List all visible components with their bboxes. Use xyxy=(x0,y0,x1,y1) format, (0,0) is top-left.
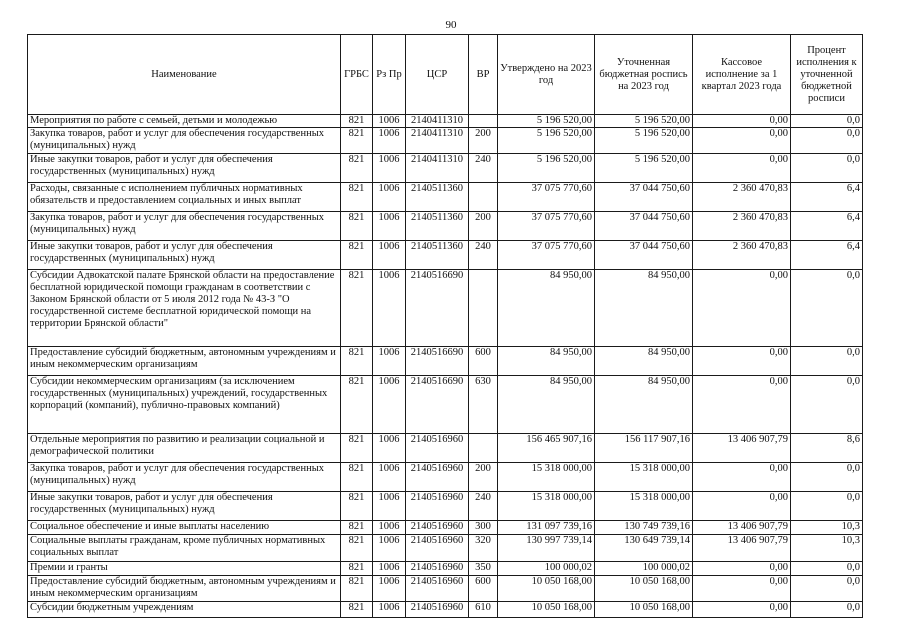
cell-name: Социальные выплаты гражданам, кроме публичных нормативных социальных выплат xyxy=(28,535,341,562)
cell-cash: 0,00 xyxy=(693,463,791,492)
cell-vr: 240 xyxy=(469,492,498,521)
cell-approved: 15 318 000,00 xyxy=(498,492,595,521)
cell-approved: 5 196 520,00 xyxy=(498,154,595,183)
cell-grbs: 821 xyxy=(341,521,373,535)
cell-vr: 320 xyxy=(469,535,498,562)
cell-rzpr: 1006 xyxy=(373,270,406,347)
cell-vr: 630 xyxy=(469,376,498,434)
cell-vr xyxy=(469,115,498,128)
header-refined: Уточненная бюджетная роспись на 2023 год xyxy=(595,35,693,115)
cell-rzpr: 1006 xyxy=(373,115,406,128)
cell-percent: 0,0 xyxy=(791,347,863,376)
cell-grbs: 821 xyxy=(341,183,373,212)
cell-vr: 300 xyxy=(469,521,498,535)
header-grbs: ГРБС xyxy=(341,35,373,115)
cell-percent: 0,0 xyxy=(791,463,863,492)
cell-name: Предоставление субсидий бюджетным, автономным учреждениям и иным некоммерческим организациям xyxy=(28,576,341,602)
table-row xyxy=(28,576,863,602)
cell-rzpr: 1006 xyxy=(373,535,406,562)
cell-percent: 10,3 xyxy=(791,521,863,535)
cell-grbs: 821 xyxy=(341,535,373,562)
cell-approved: 10 050 168,00 xyxy=(498,576,595,602)
cell-grbs: 821 xyxy=(341,463,373,492)
cell-cash: 2 360 470,83 xyxy=(693,212,791,241)
cell-cash: 0,00 xyxy=(693,270,791,347)
cell-name: Социальное обеспечение и иные выплаты населению xyxy=(28,521,341,535)
cell-rzpr: 1006 xyxy=(373,562,406,576)
cell-percent: 0,0 xyxy=(791,270,863,347)
cell-csr: 2140411310 xyxy=(406,115,469,128)
cell-percent: 6,4 xyxy=(791,183,863,212)
cell-rzpr: 1006 xyxy=(373,128,406,154)
cell-approved: 5 196 520,00 xyxy=(498,128,595,154)
cell-grbs: 821 xyxy=(341,212,373,241)
cell-refined: 130 749 739,16 xyxy=(595,521,693,535)
cell-approved: 37 075 770,60 xyxy=(498,241,595,270)
cell-vr: 600 xyxy=(469,576,498,602)
cell-csr: 2140516960 xyxy=(406,576,469,602)
table-row xyxy=(28,521,863,535)
table-row xyxy=(28,154,863,183)
cell-grbs: 821 xyxy=(341,562,373,576)
header-row xyxy=(28,35,863,115)
cell-csr: 2140411310 xyxy=(406,154,469,183)
cell-rzpr: 1006 xyxy=(373,576,406,602)
cell-rzpr: 1006 xyxy=(373,492,406,521)
cell-csr: 2140411310 xyxy=(406,128,469,154)
table-row xyxy=(28,183,863,212)
cell-csr: 2140516690 xyxy=(406,376,469,434)
cell-refined: 84 950,00 xyxy=(595,270,693,347)
cell-approved: 5 196 520,00 xyxy=(498,115,595,128)
cell-cash: 0,00 xyxy=(693,492,791,521)
table-body xyxy=(28,115,863,618)
cell-name: Субсидии Адвокатской палате Брянской области на предоставление бесплатной юридической помощи гражданам в соответствии с Законом Брянской области от 5 июля 2012 года № 43-З "О государственной системе бесплатной юридической помощи на территории Брянской области" xyxy=(28,270,341,347)
cell-vr: 240 xyxy=(469,241,498,270)
header-cash: Кассовое исполнение за 1 квартал 2023 года xyxy=(693,35,791,115)
cell-rzpr: 1006 xyxy=(373,434,406,463)
cell-rzpr: 1006 xyxy=(373,376,406,434)
cell-approved: 100 000,02 xyxy=(498,562,595,576)
cell-rzpr: 1006 xyxy=(373,463,406,492)
page-number: 90 xyxy=(445,19,457,31)
cell-name: Закупка товаров, работ и услуг для обеспечения государственных (муниципальных) нужд xyxy=(28,212,341,241)
cell-grbs: 821 xyxy=(341,154,373,183)
cell-rzpr: 1006 xyxy=(373,602,406,618)
cell-vr xyxy=(469,434,498,463)
cell-refined: 15 318 000,00 xyxy=(595,492,693,521)
cell-percent: 0,0 xyxy=(791,376,863,434)
cell-cash: 0,00 xyxy=(693,154,791,183)
cell-name: Предоставление субсидий бюджетным, автономным учреждениям и иным некоммерческим организациям xyxy=(28,347,341,376)
cell-refined: 156 117 907,16 xyxy=(595,434,693,463)
table-row xyxy=(28,562,863,576)
header-approved: Утверждено на 2023 год xyxy=(498,35,595,115)
cell-name: Премии и гранты xyxy=(28,562,341,576)
cell-name: Иные закупки товаров, работ и услуг для обеспечения государственных (муниципальных) нужд xyxy=(28,241,341,270)
header-csr: ЦСР xyxy=(406,35,469,115)
cell-approved: 130 997 739,14 xyxy=(498,535,595,562)
cell-percent: 0,0 xyxy=(791,115,863,128)
table-row xyxy=(28,270,863,347)
table-row xyxy=(28,535,863,562)
cell-cash: 0,00 xyxy=(693,376,791,434)
cell-cash: 0,00 xyxy=(693,562,791,576)
cell-rzpr: 1006 xyxy=(373,154,406,183)
cell-approved: 37 075 770,60 xyxy=(498,183,595,212)
cell-name: Закупка товаров, работ и услуг для обеспечения государственных (муниципальных) нужд xyxy=(28,463,341,492)
cell-cash: 13 406 907,79 xyxy=(693,535,791,562)
cell-csr: 2140516960 xyxy=(406,602,469,618)
cell-grbs: 821 xyxy=(341,241,373,270)
cell-approved: 10 050 168,00 xyxy=(498,602,595,618)
cell-csr: 2140516960 xyxy=(406,535,469,562)
cell-vr: 200 xyxy=(469,212,498,241)
cell-percent: 0,0 xyxy=(791,154,863,183)
cell-approved: 37 075 770,60 xyxy=(498,212,595,241)
cell-csr: 2140516690 xyxy=(406,347,469,376)
budget-table xyxy=(27,34,863,618)
table-row xyxy=(28,128,863,154)
cell-cash: 13 406 907,79 xyxy=(693,434,791,463)
cell-percent: 6,4 xyxy=(791,212,863,241)
cell-percent: 0,0 xyxy=(791,576,863,602)
cell-name: Иные закупки товаров, работ и услуг для обеспечения государственных (муниципальных) нужд xyxy=(28,492,341,521)
cell-grbs: 821 xyxy=(341,602,373,618)
cell-grbs: 821 xyxy=(341,347,373,376)
cell-vr xyxy=(469,183,498,212)
cell-grbs: 821 xyxy=(341,576,373,602)
cell-csr: 2140511360 xyxy=(406,183,469,212)
table-row xyxy=(28,347,863,376)
cell-approved: 156 465 907,16 xyxy=(498,434,595,463)
cell-approved: 84 950,00 xyxy=(498,376,595,434)
cell-cash: 2 360 470,83 xyxy=(693,241,791,270)
cell-vr: 200 xyxy=(469,128,498,154)
cell-refined: 84 950,00 xyxy=(595,376,693,434)
cell-refined: 5 196 520,00 xyxy=(595,154,693,183)
cell-csr: 2140516690 xyxy=(406,270,469,347)
cell-refined: 15 318 000,00 xyxy=(595,463,693,492)
cell-approved: 84 950,00 xyxy=(498,270,595,347)
cell-percent: 10,3 xyxy=(791,535,863,562)
header-rzpr: Рз Пр xyxy=(373,35,406,115)
cell-approved: 131 097 739,16 xyxy=(498,521,595,535)
cell-csr: 2140511360 xyxy=(406,212,469,241)
cell-name: Мероприятия по работе с семьей, детьми и молодежью xyxy=(28,115,341,128)
cell-refined: 37 044 750,60 xyxy=(595,212,693,241)
cell-csr: 2140516960 xyxy=(406,463,469,492)
cell-percent: 0,0 xyxy=(791,602,863,618)
cell-cash: 13 406 907,79 xyxy=(693,521,791,535)
table-row xyxy=(28,434,863,463)
cell-name: Закупка товаров, работ и услуг для обеспечения государственных (муниципальных) нужд xyxy=(28,128,341,154)
table-row xyxy=(28,241,863,270)
cell-percent: 0,0 xyxy=(791,492,863,521)
cell-grbs: 821 xyxy=(341,128,373,154)
cell-rzpr: 1006 xyxy=(373,183,406,212)
cell-percent: 6,4 xyxy=(791,241,863,270)
cell-rzpr: 1006 xyxy=(373,347,406,376)
cell-refined: 100 000,02 xyxy=(595,562,693,576)
cell-cash: 0,00 xyxy=(693,602,791,618)
cell-csr: 2140511360 xyxy=(406,241,469,270)
cell-csr: 2140516960 xyxy=(406,521,469,535)
cell-vr xyxy=(469,270,498,347)
cell-refined: 130 649 739,14 xyxy=(595,535,693,562)
cell-rzpr: 1006 xyxy=(373,212,406,241)
cell-cash: 0,00 xyxy=(693,576,791,602)
cell-percent: 0,0 xyxy=(791,128,863,154)
header-percent: Процент исполнения к уточненной бюджетной росписи xyxy=(791,35,863,115)
cell-approved: 84 950,00 xyxy=(498,347,595,376)
table-row xyxy=(28,463,863,492)
table-row xyxy=(28,212,863,241)
cell-name: Иные закупки товаров, работ и услуг для обеспечения государственных (муниципальных) нужд xyxy=(28,154,341,183)
cell-grbs: 821 xyxy=(341,270,373,347)
cell-refined: 37 044 750,60 xyxy=(595,183,693,212)
cell-name: Отдельные мероприятия по развитию и реализации социальной и демографической политики xyxy=(28,434,341,463)
table-row xyxy=(28,492,863,521)
cell-csr: 2140516960 xyxy=(406,434,469,463)
cell-csr: 2140516960 xyxy=(406,492,469,521)
cell-vr: 200 xyxy=(469,463,498,492)
cell-approved: 15 318 000,00 xyxy=(498,463,595,492)
cell-percent: 8,6 xyxy=(791,434,863,463)
cell-vr: 610 xyxy=(469,602,498,618)
cell-grbs: 821 xyxy=(341,115,373,128)
cell-csr: 2140516960 xyxy=(406,562,469,576)
cell-cash: 2 360 470,83 xyxy=(693,183,791,212)
cell-name: Субсидии бюджетным учреждениям xyxy=(28,602,341,618)
cell-name: Субсидии некоммерческим организациям (за исключением государственных (муниципальных) учреждений, государственных корпораций (компаний), публично-правовых компаний) xyxy=(28,376,341,434)
cell-vr: 240 xyxy=(469,154,498,183)
cell-refined: 10 050 168,00 xyxy=(595,602,693,618)
cell-grbs: 821 xyxy=(341,434,373,463)
cell-refined: 37 044 750,60 xyxy=(595,241,693,270)
cell-grbs: 821 xyxy=(341,376,373,434)
cell-cash: 0,00 xyxy=(693,128,791,154)
cell-refined: 10 050 168,00 xyxy=(595,576,693,602)
cell-grbs: 821 xyxy=(341,492,373,521)
cell-cash: 0,00 xyxy=(693,115,791,128)
cell-refined: 5 196 520,00 xyxy=(595,115,693,128)
cell-rzpr: 1006 xyxy=(373,241,406,270)
cell-vr: 600 xyxy=(469,347,498,376)
table-row xyxy=(28,376,863,434)
cell-name: Расходы, связанные с исполнением публичных нормативных обязательств и предоставлением социальных и иных выплат xyxy=(28,183,341,212)
table-row xyxy=(28,115,863,128)
table-row xyxy=(28,602,863,618)
header-vr: ВР xyxy=(469,35,498,115)
cell-refined: 84 950,00 xyxy=(595,347,693,376)
cell-cash: 0,00 xyxy=(693,347,791,376)
cell-refined: 5 196 520,00 xyxy=(595,128,693,154)
cell-rzpr: 1006 xyxy=(373,521,406,535)
cell-percent: 0,0 xyxy=(791,562,863,576)
header-name: Наименование xyxy=(28,35,341,115)
cell-vr: 350 xyxy=(469,562,498,576)
